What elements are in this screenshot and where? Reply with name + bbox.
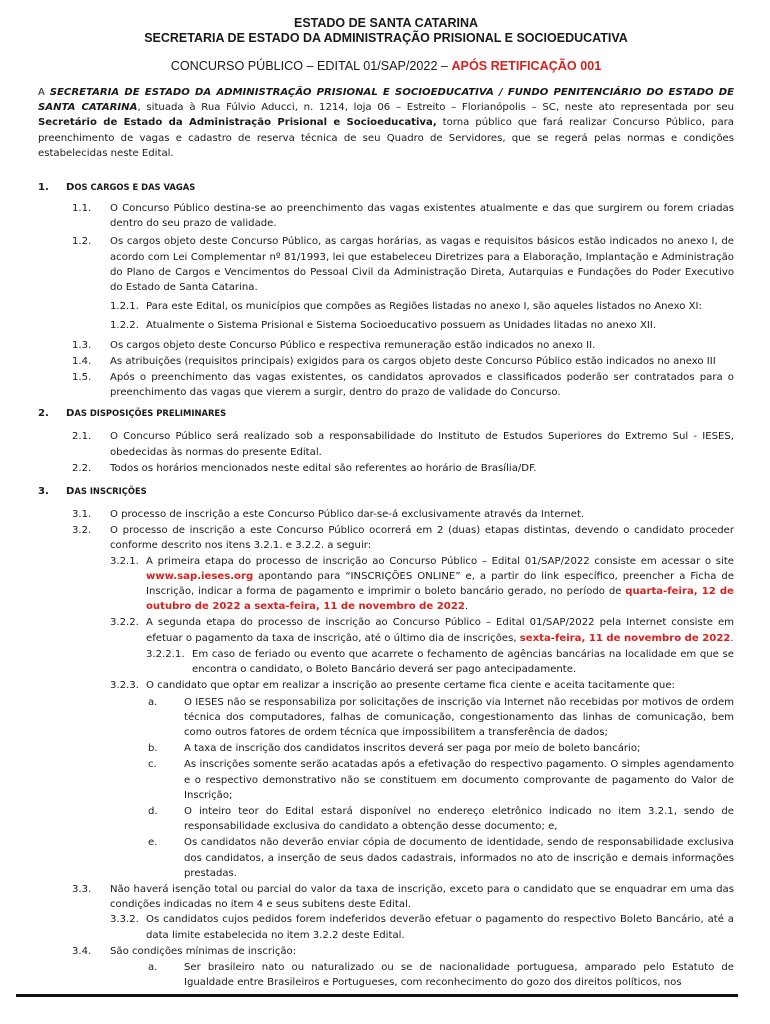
clause-number: 1.5. — [72, 372, 92, 384]
clause-number: 3.1. — [72, 509, 92, 521]
registration-period: quarta-feira, 12 de outubro de 2022 a sexta-feira, 11 de novembro de 2022 — [146, 586, 734, 613]
clause-text: São condições mínimas de inscrição: — [110, 945, 297, 957]
clause-3-4 — [38, 944, 734, 959]
clause-text: Os cargos objeto deste Concurso Público e respectiva remuneração estão indicados no anexo II. — [110, 339, 596, 351]
section-number: 1. — [38, 182, 49, 194]
clause-1-3 — [38, 338, 734, 353]
clause-2-2 — [38, 461, 734, 476]
list-item-a — [38, 695, 734, 741]
clause-text: O candidato que optar em realizar a inscrição ao presente certame fica ciente e aceita tacitamente que: — [146, 680, 675, 692]
list-text: A taxa de inscrição dos candidatos inscritos deverá ser paga por meio de boleto bancário; — [184, 743, 641, 755]
clause-number: 2.2. — [72, 462, 92, 474]
clause-number: 3.2.1. — [110, 555, 139, 567]
clause-number: 3.3.2. — [110, 914, 139, 926]
clause-number: 1.2. — [72, 236, 92, 248]
list-marker: d. — [148, 805, 158, 817]
section-heading-2 — [38, 406, 734, 421]
clause-text-part: . — [730, 632, 734, 644]
clause-text: Não haverá isenção total ou parcial do valor da taxa de inscrição, exceto para o candidato que se enquadrar em uma das condições indicadas no item 4 e seus subitens deste Edital. — [110, 883, 734, 911]
list-marker: a. — [148, 696, 158, 708]
state-title: ESTADO DE SANTA CATARINA — [293, 16, 479, 30]
intro-paragraph — [38, 85, 734, 161]
clause-text: Todos os horários mencionados neste edital são referentes ao horário de Brasília/DF. — [110, 462, 537, 474]
contest-title — [38, 59, 734, 73]
clause-number: 3.4. — [72, 945, 92, 957]
intro-end: torna público que fará realizar Concurso Público, para preenchimento de vagas e cadastro de reserva técnica de seu Quadro de Servidores, que se regerá pelas normas e condições estabelecidas neste Edital. — [38, 117, 734, 159]
list-text: As inscrições somente serão acatadas após a efetivação do respectivo pagamento. O simples agendamento e o respectivo demonstrativo não se constituem em documento comprovante de pagamento do Valor de Inscrição; — [184, 759, 734, 801]
intro-mid: , situada à Rua Fúlvio Aducci, n. 1214, loja 06 – Estreito – Florianópolis – SC, neste ato representada por seu — [137, 102, 734, 114]
clause-number: 1.2.1. — [110, 301, 139, 313]
clause-text — [146, 554, 734, 615]
list-item-a-conditions — [38, 960, 734, 990]
clause-1-4 — [38, 354, 734, 369]
clause-3-3 — [38, 882, 734, 912]
clause-text: O Concurso Público destina-se ao preenchimento das vagas existentes atualmente e das que surgirem ou forem criadas dentro do seu prazo de validade. — [110, 203, 734, 230]
clause-text: Para este Edital, os municípios que compões as Regiões listadas no anexo I, são aqueles listados no Anexo XI: — [146, 301, 702, 313]
list-item-b — [38, 741, 734, 756]
section-heading-3 — [38, 484, 734, 499]
section-title: DAS INSCRIÇÕES — [66, 486, 147, 498]
page-bottom-rule — [16, 994, 738, 997]
intro-a: A — [38, 87, 50, 98]
list-marker: a. — [148, 961, 158, 973]
clause-text — [146, 615, 734, 645]
clause-3-2-2 — [38, 615, 734, 645]
clause-number: 3.2. — [72, 525, 92, 537]
clause-number: 3.2.2.1. — [146, 648, 185, 660]
section-heading-1 — [38, 180, 734, 195]
clause-text-part: A segunda etapa do processo de inscrição ao Concurso Público – Edital 01/SAP/2022 pela Internet consiste em efetuar o pagamento da taxa de inscrição, até o último dia de inscrições, — [146, 617, 734, 644]
intro-org: SECRETARIA DE ESTADO DA ADMINISTRAÇÃO PRISIONAL E SOCIOEDUCATIVA / FUNDO PENITENCIÁRIO DO ESTADO DE SANTA CATARINA — [38, 87, 734, 114]
clause-1-2 — [38, 234, 734, 295]
section-title: DOS CARGOS E DAS VAGAS — [66, 182, 196, 194]
clause-text: Os candidatos cujos pedidos forem indeferidos deverão efetuar o pagamento do respectivo Boleto Bancário, até a data limite estabelecida no item 3.2.2 deste Edital. — [146, 914, 734, 941]
clause-number: 1.1. — [72, 203, 92, 215]
list-text: Ser brasileiro nato ou naturalizado ou se de nacionalidade portuguesa, amparado pelo Estatuto de Igualdade entre Brasileiros e Portugueses, com reconhecimento do gozo dos direitos políticos, nos — [184, 961, 734, 989]
list-text: O inteiro teor do Edital estará disponível no endereço eletrônico indicado no item 3.2.1, sendo de responsabilidade exclusiva do candidato a obtenção desse documento; e, — [184, 805, 734, 833]
list-marker: e. — [148, 837, 158, 849]
clause-text: As atribuições (requisitos principais) exigidos para os cargos objeto deste Concurso Público estão indicados no anexo III — [110, 355, 716, 367]
clause-text-part: . — [464, 601, 469, 613]
section-title: DAS DISPOSIÇÕES PRELIMINARES — [66, 408, 227, 420]
clause-3-1 — [38, 507, 734, 522]
clause-text: Os cargos objeto deste Concurso Público, as cargas horárias, as vagas e requisitos básicos estão indicados no anexo I, de acordo com Lei Complementar nº 81/1993, lei que estabeleceu Diretrizes para a Elaboração, Implantação e Administração do Plano de Cargos e Vencimentos do Pessoal Civil da Administração Direta, Autarquias e Fundações do Poder Executivo do Estado de Santa Catarina. — [110, 236, 734, 294]
clause-3-2-3 — [38, 678, 734, 693]
clause-text: O processo de inscrição a este Concurso Público dar-se-á exclusivamente através da Internet. — [110, 509, 585, 521]
clause-number: 2.1. — [72, 431, 92, 443]
secretariat-title: SECRETARIA DE ESTADO DA ADMINISTRAÇÃO PRISIONAL E SOCIOEDUCATIVA — [144, 31, 628, 45]
section-number: 2. — [38, 408, 49, 420]
clause-text: O Concurso Público será realizado sob a responsabilidade do Instituto de Estudos Superiores do Extremo Sul - IESES, obedecidas às normas do presente Edital. — [110, 431, 734, 458]
retification-badge: APÓS RETIFICAÇÃO 001 — [451, 59, 602, 73]
clause-3-2-1 — [38, 554, 734, 615]
clause-1-1 — [38, 201, 734, 231]
registration-site-link[interactable]: www.sap.ieses.org — [146, 570, 254, 582]
clause-1-2-1 — [38, 299, 734, 314]
payment-deadline: sexta-feira, 11 de novembro de 2022 — [519, 632, 731, 644]
section-number: 3. — [38, 486, 49, 498]
list-text: Os candidatos não deverão enviar cópia de documento de identidade, sendo de responsabilidade exclusiva dos candidatos, a inserção de seus dados cadastrais, informados no ato de inscrição e demais informações prestadas. — [184, 837, 734, 879]
clause-2-1 — [38, 429, 734, 459]
list-marker: b. — [148, 743, 158, 755]
list-text: O IESES não se responsabiliza por solicitações de inscrição via Internet não recebidas por motivos de ordem técnica dos computadores, falhas de comunicação, congestionamento das linhas de comunicação, bem como outros fatores de ordem técnica que impossibilitem a transferência de dados; — [184, 696, 734, 738]
document-page — [38, 16, 734, 990]
clause-number: 3.3. — [72, 883, 92, 895]
list-item-e — [38, 835, 734, 881]
clause-3-2 — [38, 523, 734, 553]
list-item-d — [38, 804, 734, 834]
intro-secretary: Secretário de Estado da Administração Prisional e Socioeducativa, — [38, 117, 437, 129]
clause-1-2-2 — [38, 318, 734, 333]
clause-text-part: apontando para “INSCRIÇÕES ONLINE” e, a partir do link específico, preencher a Ficha de Inscrição, indicar a forma de pagamento e imprimir o boleto bancário gerado, no período de — [146, 570, 734, 598]
clause-text: Após o preenchimento das vagas existentes, os candidatos aprovados e classificados poderão ser contratados para o preenchimento das vagas que vierem a surgir, dentro do prazo de validade do Concurso. — [110, 372, 734, 399]
list-item-c — [38, 757, 734, 803]
clause-number: 1.3. — [72, 339, 92, 351]
clause-text: O processo de inscrição a este Concurso Público ocorrerá em 2 (duas) etapas distintas, devendo o candidato proceder conforme descrito nos itens 3.2.1. e 3.2.2. a seguir: — [110, 525, 734, 552]
clause-text: Em caso de feriado ou evento que acarrete o fechamento de agências bancárias na localidade em que se encontra o candidato, o Boleto Bancário deverá ser pago antecipadamente. — [192, 648, 734, 676]
contest-prefix: CONCURSO PÚBLICO – EDITAL 01/SAP/2022 – — [170, 59, 452, 73]
clause-text: Atualmente o Sistema Prisional e Sistema Socioeducativo possuem as Unidades litadas no anexo XII. — [146, 320, 657, 332]
clause-number: 3.2.2. — [110, 617, 139, 629]
clause-number: 1.2.2. — [110, 320, 139, 332]
list-marker: c. — [148, 759, 157, 771]
clause-1-5 — [38, 370, 734, 400]
clause-3-2-2-1 — [38, 647, 734, 677]
clause-3-3-2 — [38, 912, 734, 942]
clause-number: 1.4. — [72, 355, 92, 367]
clause-number: 3.2.3. — [110, 680, 139, 692]
clause-text-part: A primeira etapa do processo de inscrição ao Concurso Público – Edital 01/SAP/2022 consiste em acessar o site — [146, 555, 734, 567]
